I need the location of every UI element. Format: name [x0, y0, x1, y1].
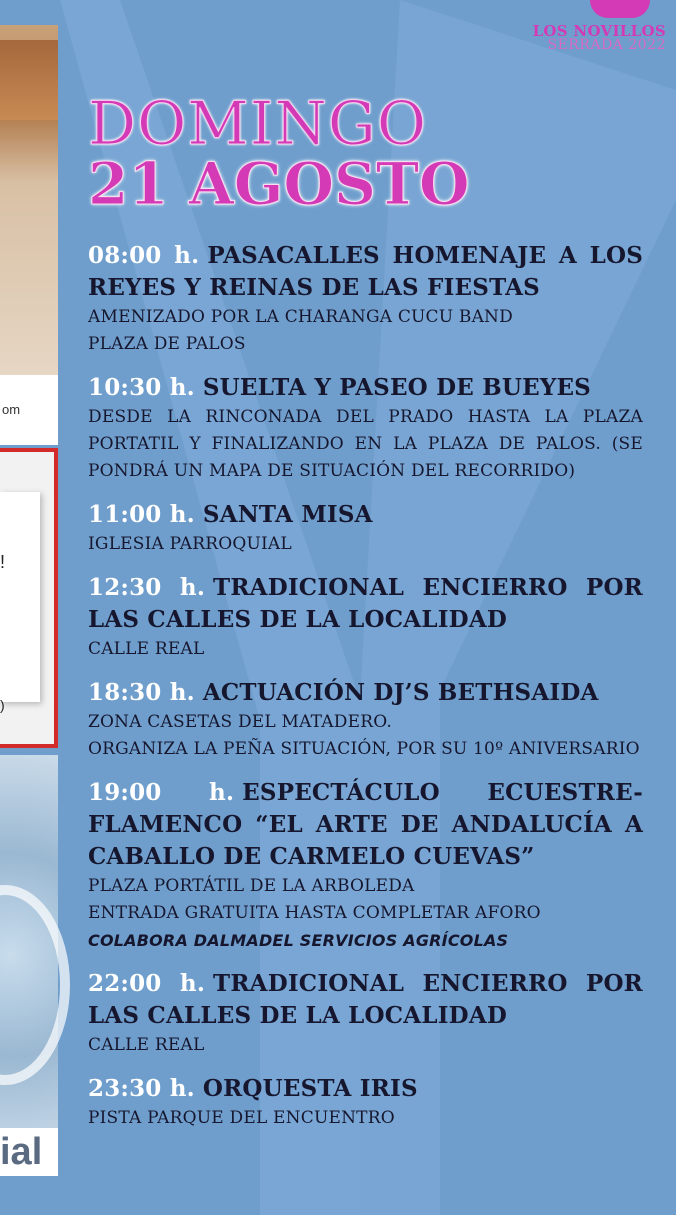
- event-item: [88, 499, 643, 558]
- event-item: [88, 572, 643, 663]
- event-time: 18:30 h.: [88, 679, 195, 706]
- event-detail: PISTA PARQUE DEL ENCUENTRO: [88, 1108, 395, 1128]
- event-detail: PLAZA DE PALOS: [88, 334, 246, 354]
- event-detail: CALLE REAL: [88, 639, 205, 659]
- event-time: 08:00 h.: [88, 242, 200, 269]
- event-title: ORQUESTA IRIS: [202, 1075, 418, 1102]
- logo-icon: [590, 0, 650, 18]
- event-time: 23:30 h.: [88, 1075, 195, 1102]
- event-title: TRADICIONAL ENCIERRO POR LAS CALLES DE LA LOCALIDAD: [88, 574, 643, 633]
- event-item: [88, 677, 643, 763]
- event-heading: [88, 372, 643, 404]
- logo-title: LOS NOVILLOS: [532, 22, 666, 40]
- sidebar-ad-image-detail: [0, 40, 58, 120]
- event-detail: CALLE REAL: [88, 1035, 205, 1055]
- event-title: ESPECTÁCULO ECUESTRE-FLAMENCO “EL ARTE DE ANDALUCÍA A CABALLO DE CARMELO CUEVAS”: [88, 779, 643, 870]
- event-time: 12:30 h.: [88, 574, 206, 601]
- event-heading: [88, 968, 643, 1032]
- event-heading: [88, 777, 643, 873]
- event-time: 11:00 h.: [88, 501, 195, 528]
- event-title: PASACALLES HOMENAJE A LOS REYES Y REINAS DE LAS FIESTAS: [88, 242, 643, 301]
- sidebar-ad-card-water: [0, 755, 58, 1175]
- event-heading: [88, 572, 643, 636]
- event-detail: ZONA CASETAS DEL MATADERO.: [88, 712, 392, 732]
- event-detail: ENTRADA GRATUITA HASTA COMPLETAR AFORO: [88, 903, 541, 923]
- event-detail: DESDE LA RINCONADA DEL PRADO HASTA LA PLAZA PORTATIL Y FINALIZANDO EN LA PLAZA DE PALOS. (SE PONDRÁ UN MAPA DE SITUACIÓN DEL RECORRIDO): [88, 407, 643, 481]
- event-time: 10:30 h.: [88, 374, 195, 401]
- logo-subtitle: SERRADA 2022: [547, 37, 666, 53]
- event-item: [88, 240, 643, 358]
- event-detail: IGLESIA PARROQUIAL: [88, 534, 292, 554]
- sidebar-ad-card-red: [0, 448, 58, 748]
- event-detail: PLAZA PORTÁTIL DE LA ARBOLEDA: [88, 876, 415, 896]
- event-detail: AMENIZADO POR LA CHARANGA CUCU BAND: [88, 307, 513, 327]
- event-title: TRADICIONAL ENCIERRO POR LAS CALLES DE LA LOCALIDAD: [88, 970, 643, 1029]
- heading-day: DOMINGO: [88, 89, 428, 159]
- left-sidebar: [0, 0, 60, 1215]
- sidebar-ad-text: om: [2, 402, 21, 417]
- event-item: [88, 968, 643, 1059]
- sidebar-ad-inner: [0, 492, 40, 702]
- sidebar-ad-fragment: ial: [0, 1128, 58, 1176]
- sidebar-ad-ring: [0, 885, 70, 1085]
- event-heading: [88, 240, 643, 304]
- event-heading: [88, 677, 643, 709]
- sidebar-ad-exclamation: !: [0, 552, 6, 572]
- event-heading: [88, 499, 643, 531]
- event-heading: [88, 1073, 643, 1105]
- event-time: 22:00 h.: [88, 970, 206, 997]
- event-item: [88, 372, 643, 485]
- event-title: SANTA MISA: [202, 501, 373, 528]
- sidebar-ad-mark: ): [0, 697, 5, 713]
- event-title: ACTUACIÓN DJ’S BETHSAIDA: [202, 679, 599, 706]
- event-item: [88, 1073, 643, 1132]
- event-sponsor: COLABORA DALMADEL SERVICIOS AGRÍCOLAS: [88, 931, 509, 950]
- event-item: [88, 777, 643, 954]
- events-list: [88, 240, 643, 1146]
- heading-date: 21 AGOSTO: [88, 150, 470, 218]
- event-detail: ORGANIZA LA PEÑA SITUACIÓN, POR SU 10º ANIVERSARIO: [88, 739, 640, 759]
- event-title: SUELTA Y PASEO DE BUEYES: [202, 374, 591, 401]
- event-time: 19:00 h.: [88, 779, 235, 806]
